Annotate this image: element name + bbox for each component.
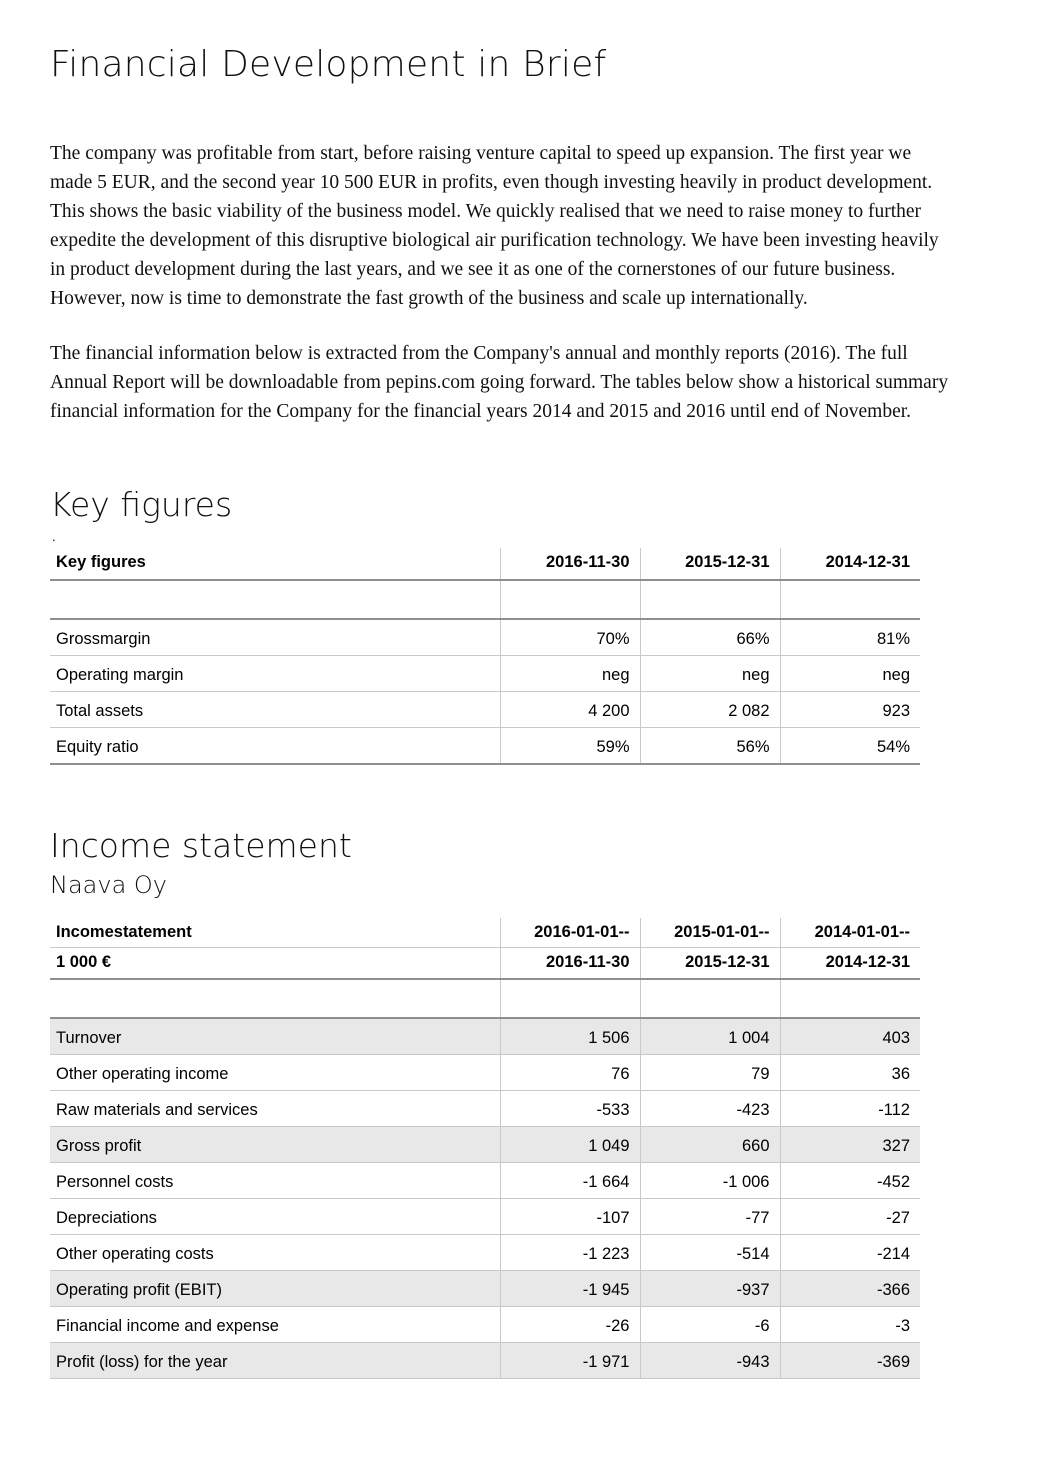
row-label: Grossmargin [50, 619, 500, 656]
cell-value: neg [500, 656, 640, 692]
column-header-2014-12-31: 2014-12-31 [780, 548, 920, 580]
cell-value: 59% [500, 728, 640, 765]
cell-value: -1 664 [500, 1163, 640, 1199]
column-header-2016-11-30: 2016-11-30 [500, 548, 640, 580]
cell-value: 327 [780, 1127, 920, 1163]
cell-value: 36 [780, 1055, 920, 1091]
section-heading-key-figures: Key figures [50, 485, 233, 525]
table-row [50, 1091, 920, 1127]
row-label: Turnover [50, 1018, 500, 1055]
cell-value: 403 [780, 1018, 920, 1055]
paragraph-financial-information-source: The financial information below is extracted from the Company's annual and monthly reports (2016). The full Annual Report will be downloadable from pepins.com going forward. The tables below show a historical summary financial information for the Company for the financial years 2014 and 2015 and 2016 until end of November. [50, 343, 949, 423]
income-statement-table [50, 918, 920, 1379]
row-label: Personnel costs [50, 1163, 500, 1199]
page-title: Financial Development in Brief [50, 44, 607, 85]
cell-value: -369 [780, 1343, 920, 1379]
cell-value: -514 [640, 1235, 780, 1271]
cell-value: -6 [640, 1307, 780, 1343]
cell-value: 56% [640, 728, 780, 765]
column-header-2014-period-end: 2014-12-31 [780, 948, 920, 980]
table-row [50, 619, 920, 656]
column-header-2016-period-start: 2016-01-01-- [500, 918, 640, 948]
paragraph-company-profitability: The company was profitable from start, before raising venture capital to speed up expansion. The first year we made 5 EUR, and the second year 10 500 EUR in profits, even though investing heavily in product development. This shows the basic viability of the business model. We quickly realised that we need to raise money to further expedite the development of this disruptive biological air purification technology. We have been investing heavily in product development during the last years, and we see it as one of the cornerstones of our future business. However, now is time to demonstrate the fast growth of the business and scale up internationally. [50, 143, 939, 310]
cell-value: -3 [780, 1307, 920, 1343]
section-gap [50, 765, 990, 827]
table-row [50, 1235, 920, 1271]
cell-value: neg [780, 656, 920, 692]
row-label: Profit (loss) for the year [50, 1343, 500, 1379]
cell-value: 4 200 [500, 692, 640, 728]
key-figures-table-wrap [50, 548, 990, 765]
cell-value: -1 223 [500, 1235, 640, 1271]
row-label: Depreciations [50, 1199, 500, 1235]
cell-value: -1 971 [500, 1343, 640, 1379]
table-row [50, 1271, 920, 1307]
row-label: Other operating costs [50, 1235, 500, 1271]
cell-value: 70% [500, 619, 640, 656]
cell-value: -77 [640, 1199, 780, 1235]
cell-value: -533 [500, 1091, 640, 1127]
cell-value: neg [640, 656, 780, 692]
table-row [50, 728, 920, 765]
cell-value: -112 [780, 1091, 920, 1127]
cell-value: 923 [780, 692, 920, 728]
column-header-incomestatement: Incomestatement [50, 918, 500, 948]
column-header-2016-period-end: 2016-11-30 [500, 948, 640, 980]
cell-value: 1 049 [500, 1127, 640, 1163]
income-statement-table-wrap [50, 918, 990, 1379]
cell-value: -27 [780, 1199, 920, 1235]
cell-value: -107 [500, 1199, 640, 1235]
key-figures-table [50, 548, 920, 765]
row-label: Financial income and expense [50, 1307, 500, 1343]
table-row [50, 1127, 920, 1163]
table-header-row-period-start [50, 918, 920, 948]
column-header-unit: 1 000 € [50, 948, 500, 980]
table-row [50, 1307, 920, 1343]
column-header-2014-period-start: 2014-01-01-- [780, 918, 920, 948]
table-spacer-row [50, 979, 920, 1018]
cell-value: 1 506 [500, 1018, 640, 1055]
cell-value: 660 [640, 1127, 780, 1163]
row-label: Operating margin [50, 656, 500, 692]
table-row [50, 692, 920, 728]
cell-value: -937 [640, 1271, 780, 1307]
cell-value: 54% [780, 728, 920, 765]
row-label: Other operating income [50, 1055, 500, 1091]
table-row [50, 1199, 920, 1235]
row-label: Operating profit (EBIT) [50, 1271, 500, 1307]
intro-paragraphs [50, 139, 990, 426]
table-header-row-period-end [50, 948, 920, 980]
table-spacer-row [50, 580, 920, 619]
table-row [50, 1343, 920, 1379]
column-header-2015-12-31: 2015-12-31 [640, 548, 780, 580]
cell-value: 1 004 [640, 1018, 780, 1055]
cell-value: 2 082 [640, 692, 780, 728]
cell-value: 76 [500, 1055, 640, 1091]
company-name-subheading: Naava Oy [50, 871, 167, 900]
cell-value: -1 945 [500, 1271, 640, 1307]
column-header-2015-period-end: 2015-12-31 [640, 948, 780, 980]
cell-value: -214 [780, 1235, 920, 1271]
row-label: Raw materials and services [50, 1091, 500, 1127]
cell-value: 81% [780, 619, 920, 656]
column-header-key-figures: Key figures [50, 548, 500, 580]
row-label: Gross profit [50, 1127, 500, 1163]
cell-value: -366 [780, 1271, 920, 1307]
cell-value: 79 [640, 1055, 780, 1091]
cell-value: -452 [780, 1163, 920, 1199]
stray-dot-marker: . [52, 529, 56, 545]
cell-value: 66% [640, 619, 780, 656]
table-row [50, 1055, 920, 1091]
table-header-row [50, 548, 920, 580]
table-row [50, 1163, 920, 1199]
cell-value: -1 006 [640, 1163, 780, 1199]
cell-value: -423 [640, 1091, 780, 1127]
column-header-2015-period-start: 2015-01-01-- [640, 918, 780, 948]
row-label: Total assets [50, 692, 500, 728]
table-row [50, 656, 920, 692]
table-row [50, 1018, 920, 1055]
section-heading-income-statement: Income statement [50, 826, 352, 866]
cell-value: -26 [500, 1307, 640, 1343]
cell-value: -943 [640, 1343, 780, 1379]
row-label: Equity ratio [50, 728, 500, 765]
